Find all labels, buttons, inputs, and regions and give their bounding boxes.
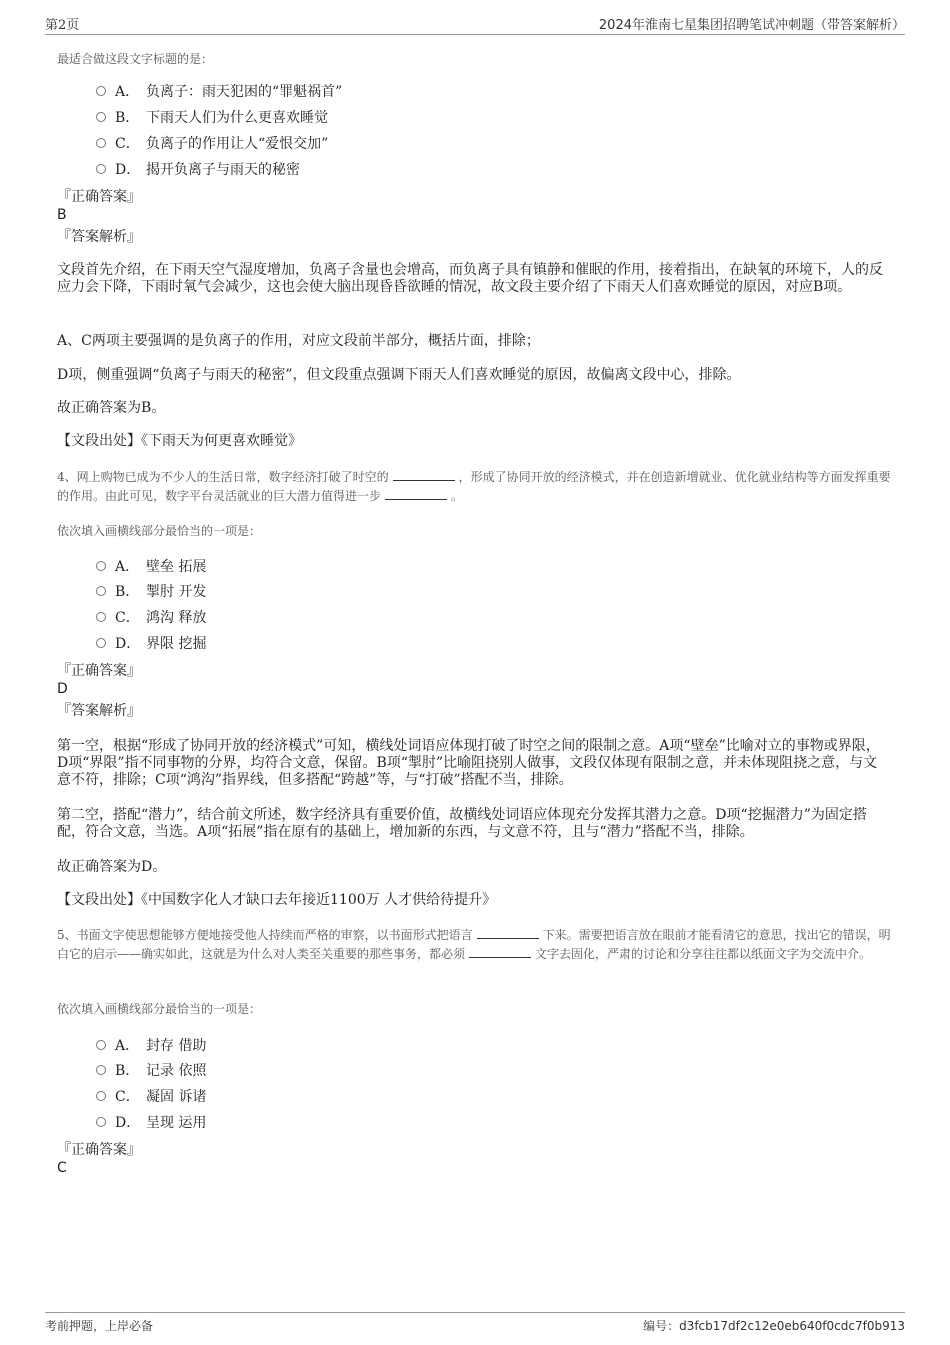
page-footer bbox=[45, 1312, 905, 1337]
radio-icon[interactable] bbox=[96, 86, 106, 96]
q3-analysis-paragraph: 故正确答案为B。 bbox=[57, 400, 166, 416]
q4-option-d[interactable]: D． 界限 挖掘 bbox=[96, 633, 206, 655]
q3-analysis-paragraph: 文段首先介绍，在下雨天空气湿度增加，负离子含量也会增高，而负离子具有镇静和催眠的作用，接着指出，在缺氧的环境下，人的反应力会下降，下雨时氧气会减少，这也会使大脑出现昏昏欲睡的情况，故文段主要介绍了下雨天人们喜欢睡觉的原因，对应B项。 bbox=[57, 262, 883, 295]
radio-icon[interactable] bbox=[96, 138, 106, 148]
document-code: 编号：d3fcb17df2c12e0eb640f0cdc7f0b913 bbox=[643, 1319, 905, 1333]
document-title: 2024年淮南七星集团招聘笔试冲刺题（带答案解析） bbox=[598, 18, 905, 33]
q5-answer-label: 『正确答案』 bbox=[57, 1142, 141, 1158]
q3-option-b[interactable]: B． 下雨天人们为什么更喜欢睡觉 bbox=[96, 107, 328, 129]
page-number: 第2页 bbox=[45, 18, 80, 33]
q3-prompt: 最适合做这段文字标题的是： bbox=[57, 52, 214, 66]
q4-analysis-label: 『答案解析』 bbox=[57, 703, 141, 719]
radio-icon[interactable] bbox=[96, 1117, 106, 1127]
q3-analysis-paragraph: D项，侧重强调“负离子与雨天的秘密”，但文段重点强调下雨天人们喜欢睡觉的原因，故偏离文段中心，排除。 bbox=[57, 367, 741, 383]
q4-analysis-paragraph: 第一空，根据“形成了协同开放的经济模式”可知，横线处词语应体现打破了时空之间的限制之意。A项“壁垒”比喻对立的事物或界限，D项“界限”指不同事物的分界，均符合文意，保留。B项“掣肘”比喻阻挠别人做事，文段仅体现有限制之意，并未体现阻挠之意，与文意不符，排除；C项“鸿沟”指界线，但多搭配“跨越”等，与“打破”搭配不当，排除。 bbox=[57, 738, 880, 788]
q3-answer: B bbox=[57, 207, 67, 223]
q5-option-d[interactable]: D． 呈现 运用 bbox=[96, 1112, 206, 1134]
q5-answer: C bbox=[57, 1160, 67, 1176]
footer-slogan: 考前押题，上岸必备 bbox=[45, 1319, 154, 1333]
fill-blank bbox=[385, 488, 447, 500]
q3-source: 【文段出处】《下雨天为何更喜欢睡觉》 bbox=[57, 433, 302, 449]
radio-icon[interactable] bbox=[96, 1091, 106, 1101]
q3-analysis-paragraph: A、C两项主要强调的是负离子的作用，对应文段前半部分，概括片面，排除； bbox=[57, 333, 540, 349]
q5-option-c[interactable]: C． 凝固 诉诸 bbox=[96, 1086, 206, 1108]
q4-source: 【文段出处】《中国数字化人才缺口去年接近1100万 人才供给待提升》 bbox=[57, 892, 497, 908]
q3-option-c[interactable]: C． 负离子的作用让人“爱恨交加” bbox=[96, 133, 328, 155]
q4-option-a[interactable]: A． 壁垒 拓展 bbox=[96, 556, 206, 578]
q4-option-c[interactable]: C． 鸿沟 释放 bbox=[96, 607, 206, 629]
q3-option-d[interactable]: D． 揭开负离子与雨天的秘密 bbox=[96, 159, 300, 181]
fill-blank bbox=[477, 927, 539, 939]
q4-analysis-paragraph: 第二空，搭配“潜力”，结合前文所述，数字经济具有重要价值，故横线处词语应体现充分发挥其潜力之意。D项“挖掘潜力”为固定搭配，符合文意，当选。A项“拓展”指在原有的基础上，增加新的东西，与文意不符，且与“潜力”搭配不当，排除。 bbox=[57, 807, 867, 840]
fill-blank bbox=[469, 946, 531, 958]
q3-analysis-label: 『答案解析』 bbox=[57, 229, 141, 245]
radio-icon[interactable] bbox=[96, 1040, 106, 1050]
fill-blank bbox=[393, 469, 455, 481]
q4-answer: D bbox=[57, 681, 68, 697]
radio-icon[interactable] bbox=[96, 1065, 106, 1075]
q4-answer-label: 『正确答案』 bbox=[57, 663, 141, 679]
q4-option-b[interactable]: B． 掣肘 开发 bbox=[96, 581, 206, 603]
q4-prompt: 依次填入画横线部分最恰当的一项是： bbox=[57, 524, 262, 538]
radio-icon[interactable] bbox=[96, 164, 106, 174]
radio-icon[interactable] bbox=[96, 638, 106, 648]
q5-stem: 5、书面文字使思想能够方便地接受他人持续而严格的审察，以书面形式把语言 下来。需要把语言放在眼前才能看清它的意思，找出它的错误，明白它的启示——确实如此，这就是为什么对人类至关重要的那些事务，都必须 文字去固化，严肃的讨论和分享往往都以纸面文字为交流中介。 bbox=[57, 928, 891, 961]
radio-icon[interactable] bbox=[96, 586, 106, 596]
radio-icon[interactable] bbox=[96, 561, 106, 571]
q5-option-a[interactable]: A． 封存 借助 bbox=[96, 1035, 206, 1057]
q5-prompt: 依次填入画横线部分最恰当的一项是： bbox=[57, 1002, 262, 1016]
page-header bbox=[45, 12, 905, 35]
q4-analysis-paragraph: 故正确答案为D。 bbox=[57, 859, 167, 875]
q3-answer-label: 『正确答案』 bbox=[57, 189, 141, 205]
q5-option-b[interactable]: B． 记录 依照 bbox=[96, 1060, 206, 1082]
q4-stem: 4、网上购物已成为不少人的生活日常，数字经济打破了时空的 ，形成了协同开放的经济模式，并在创造新增就业、优化就业结构等方面发挥重要的作用。由此可见，数字平台灵活就业的巨大潜力值得进一步 。 bbox=[57, 470, 891, 503]
radio-icon[interactable] bbox=[96, 612, 106, 622]
radio-icon[interactable] bbox=[96, 112, 106, 122]
q3-option-a[interactable]: A． 负离子：雨天犯困的“罪魁祸首” bbox=[96, 81, 342, 103]
